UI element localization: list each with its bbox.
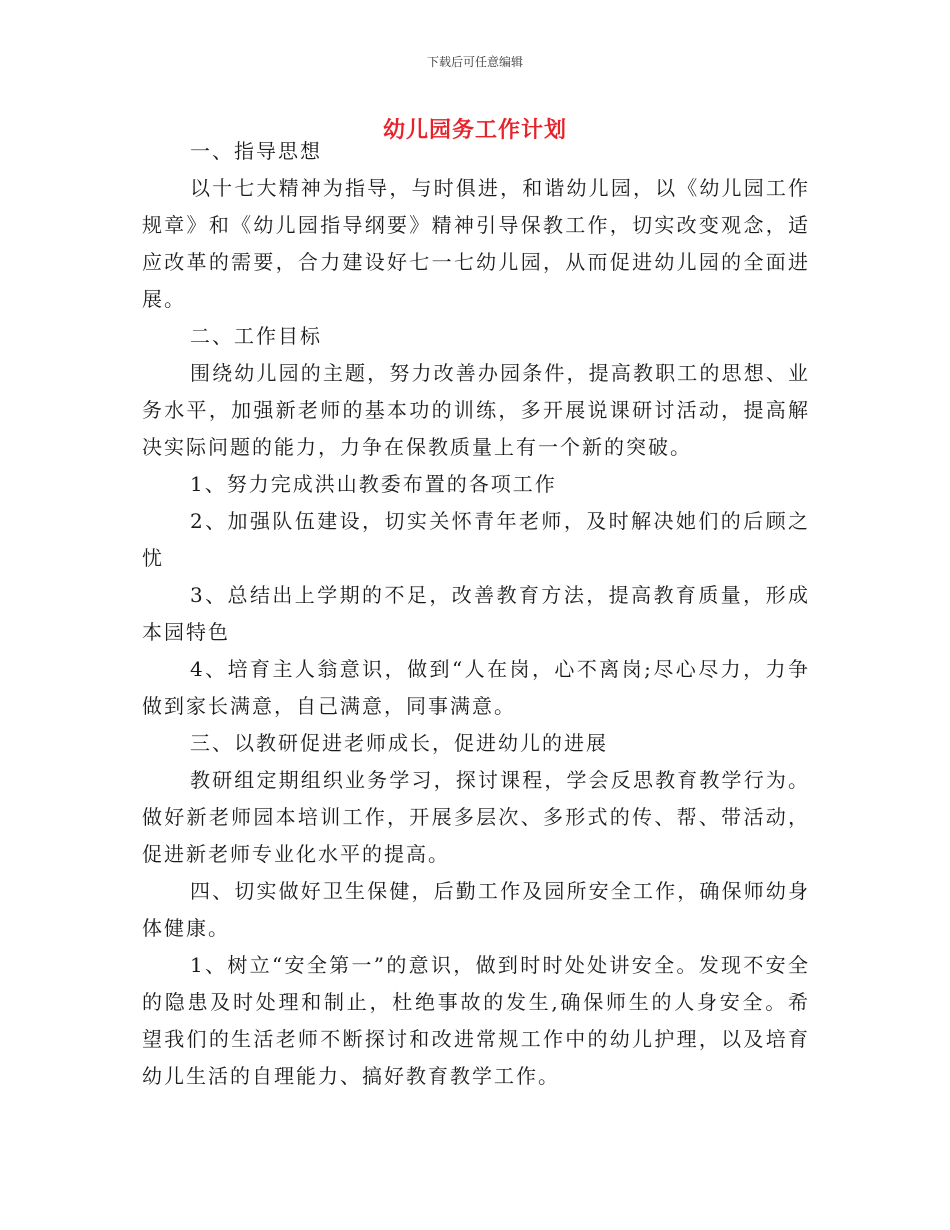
section-heading-4: 四、切实做好卫生保健，后勤工作及园所安全工作，确保师幼身体健康。 (142, 879, 810, 940)
list-item: 1、树立“安全第一”的意识，做到时时处处讲安全。发现不安全的隐患及时处理和制止，杜绝事故的发生,确保师生的人身安全。希望我们的生活老师不断探讨和改进常规工作中的幼儿护理，以及培育幼儿生活的自理能力、搞好教育教学工作。 (142, 953, 810, 1088)
section-heading-1: 一、指导思想 (190, 139, 322, 163)
list-item: 3、总结出上学期的不足，改善教育方法，提高教育质量，形成本园特色 (142, 583, 810, 644)
section-heading-3: 三、以教研促进老师成长，促进幼儿的进展 (190, 731, 608, 755)
document-body (142, 133, 810, 1095)
list-item: 1、努力完成洪山教委布置的各项工作 (190, 472, 557, 496)
paragraph: 教研组定期组织业务学习，探讨课程，学会反思教育教学行为。做好新老师园本培训工作，开展多层次、多形式的传、帮、带活动，促进新老师专业化水平的提高。 (142, 768, 810, 866)
document-title: 幼儿园务工作计划 (382, 118, 567, 143)
list-item: 2、加强队伍建设，切实关怀青年老师，及时解决她们的后顾之忧 (142, 509, 810, 570)
list-item: 4、培育主人翁意识，做到“人在岗，心不离岗;尽心尽力，力争做到家长满意，自己满意，同事满意。 (142, 657, 810, 718)
paragraph: 围绕幼儿园的主题，努力改善办园条件，提高教职工的思想、业务水平，加强新老师的基本功的训练，多开展说课研讨活动，提高解决实际问题的能力，力争在保教质量上有一个新的突破。 (142, 361, 810, 459)
header-note: 下载后可任意编辑 (426, 55, 523, 69)
paragraph: 以十七大精神为指导，与时俱进，和谐幼儿园，以《幼儿园工作规章》和《幼儿园指导纲要》精神引导保教工作，切实改变观念，适应改革的需要，合力建设好七一七幼儿园，从而促进幼儿园的全面进展。 (142, 176, 810, 311)
section-heading-2: 二、工作目标 (190, 324, 322, 348)
